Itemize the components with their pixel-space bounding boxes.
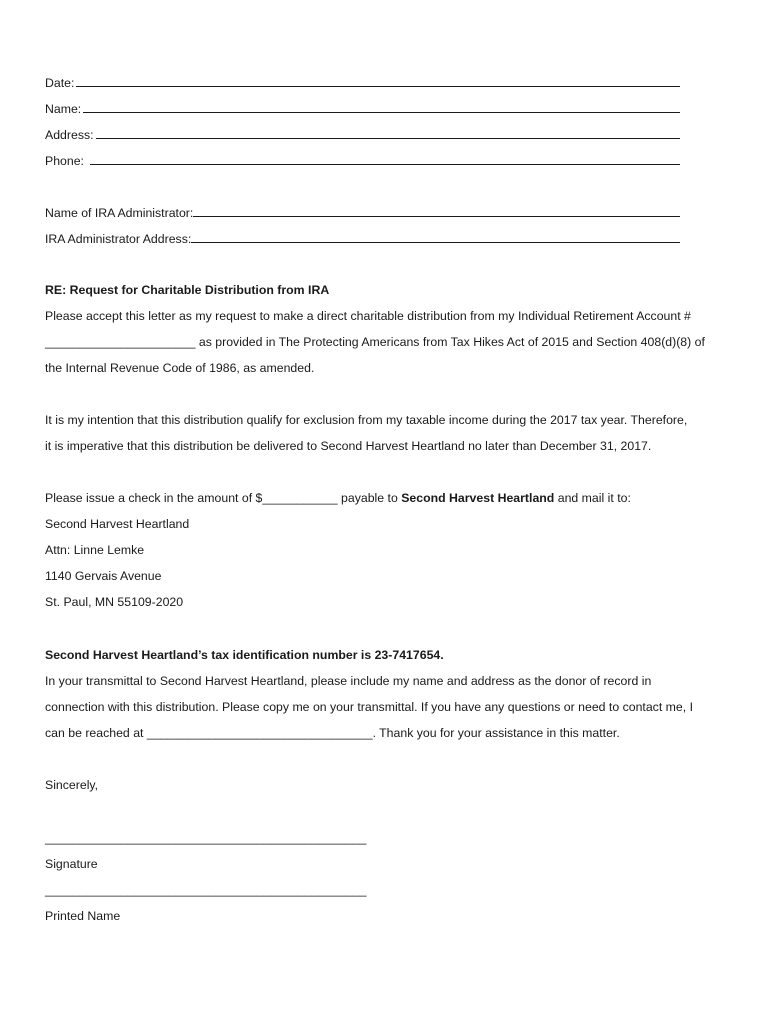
check-amount-blank[interactable]: ___________ xyxy=(262,491,338,505)
address-label: Address: xyxy=(45,128,94,142)
para1-line1: Please accept this letter as my request to make a direct charitable distribution from my Individual Retirement Account # xyxy=(45,309,691,323)
name-label: Name: xyxy=(45,102,82,116)
para1-line3: the Internal Revenue Code of 1986, as amended. xyxy=(45,361,315,375)
phone-blank[interactable] xyxy=(90,152,680,165)
name-blank[interactable] xyxy=(83,100,680,113)
ira-admin-name-blank[interactable] xyxy=(193,204,680,217)
para1-line2-text: as provided in The Protecting Americans from Tax Hikes Act of 2015 and Section 408(d)(8) of xyxy=(195,335,705,349)
ira-admin-name-label: Name of IRA Administrator: xyxy=(45,206,194,220)
address-line-city: St. Paul, MN 55109-2020 xyxy=(45,595,184,609)
closing: Sincerely, xyxy=(45,778,99,792)
para3-line1: In your transmittal to Second Harvest Heartland, please include my name and address as the donor of record in xyxy=(45,674,652,688)
check-payee: Second Harvest Heartland xyxy=(401,491,555,505)
date-blank[interactable] xyxy=(76,74,680,87)
date-field[interactable] xyxy=(45,74,680,91)
para1-line2 xyxy=(45,334,705,350)
tax-id-heading: Second Harvest Heartland’s tax identification number is 23-7417654. xyxy=(45,648,444,662)
phone-field[interactable] xyxy=(45,152,680,169)
address-line-street: 1140 Gervais Avenue xyxy=(45,569,162,583)
address-blank[interactable] xyxy=(96,126,680,139)
address-line-attn: Attn: Linne Lemke xyxy=(45,543,145,557)
para3-prefix: can be reached at xyxy=(45,726,147,740)
ira-admin-address-blank[interactable] xyxy=(191,230,680,243)
address-field[interactable] xyxy=(45,126,680,143)
ira-admin-name-field[interactable] xyxy=(45,204,680,221)
para3-suffix: . Thank you for your assistance in this matter. xyxy=(372,726,620,740)
para3-line3 xyxy=(45,725,620,741)
signature-label: Signature xyxy=(45,857,98,871)
check-suffix: and mail it to: xyxy=(554,491,631,505)
check-instruction xyxy=(45,490,631,506)
phone-label: Phone: xyxy=(45,154,84,168)
address-line-org: Second Harvest Heartland xyxy=(45,517,190,531)
contact-phone-blank[interactable]: _________________________________ xyxy=(146,726,373,740)
ira-admin-address-label: IRA Administrator Address: xyxy=(45,232,192,246)
para3-line2: connection with this distribution. Please copy me on your transmittal. If you have any questions or need to contact me, I xyxy=(45,700,693,714)
re-heading: RE: Request for Charitable Distribution from IRA xyxy=(45,283,330,297)
para2-line1: It is my intention that this distribution qualify for exclusion from my taxable income during the 2017 tax year. Therefore, xyxy=(45,413,688,427)
signature-blank[interactable]: _______________________________________________ xyxy=(45,831,367,845)
printed-name-label: Printed Name xyxy=(45,909,121,923)
printed-name-blank[interactable]: _______________________________________________ xyxy=(45,883,367,897)
check-mid: payable to xyxy=(337,491,402,505)
date-label: Date: xyxy=(45,76,75,90)
para2-line2: it is imperative that this distribution be delivered to Second Harvest Heartland no later than December 31, 2017. xyxy=(45,439,652,453)
check-prefix: Please issue a check in the amount of $ xyxy=(45,491,263,505)
name-field[interactable] xyxy=(45,100,680,117)
ira-admin-address-field[interactable] xyxy=(45,230,680,247)
account-number-blank[interactable]: ______________________ xyxy=(45,335,196,349)
